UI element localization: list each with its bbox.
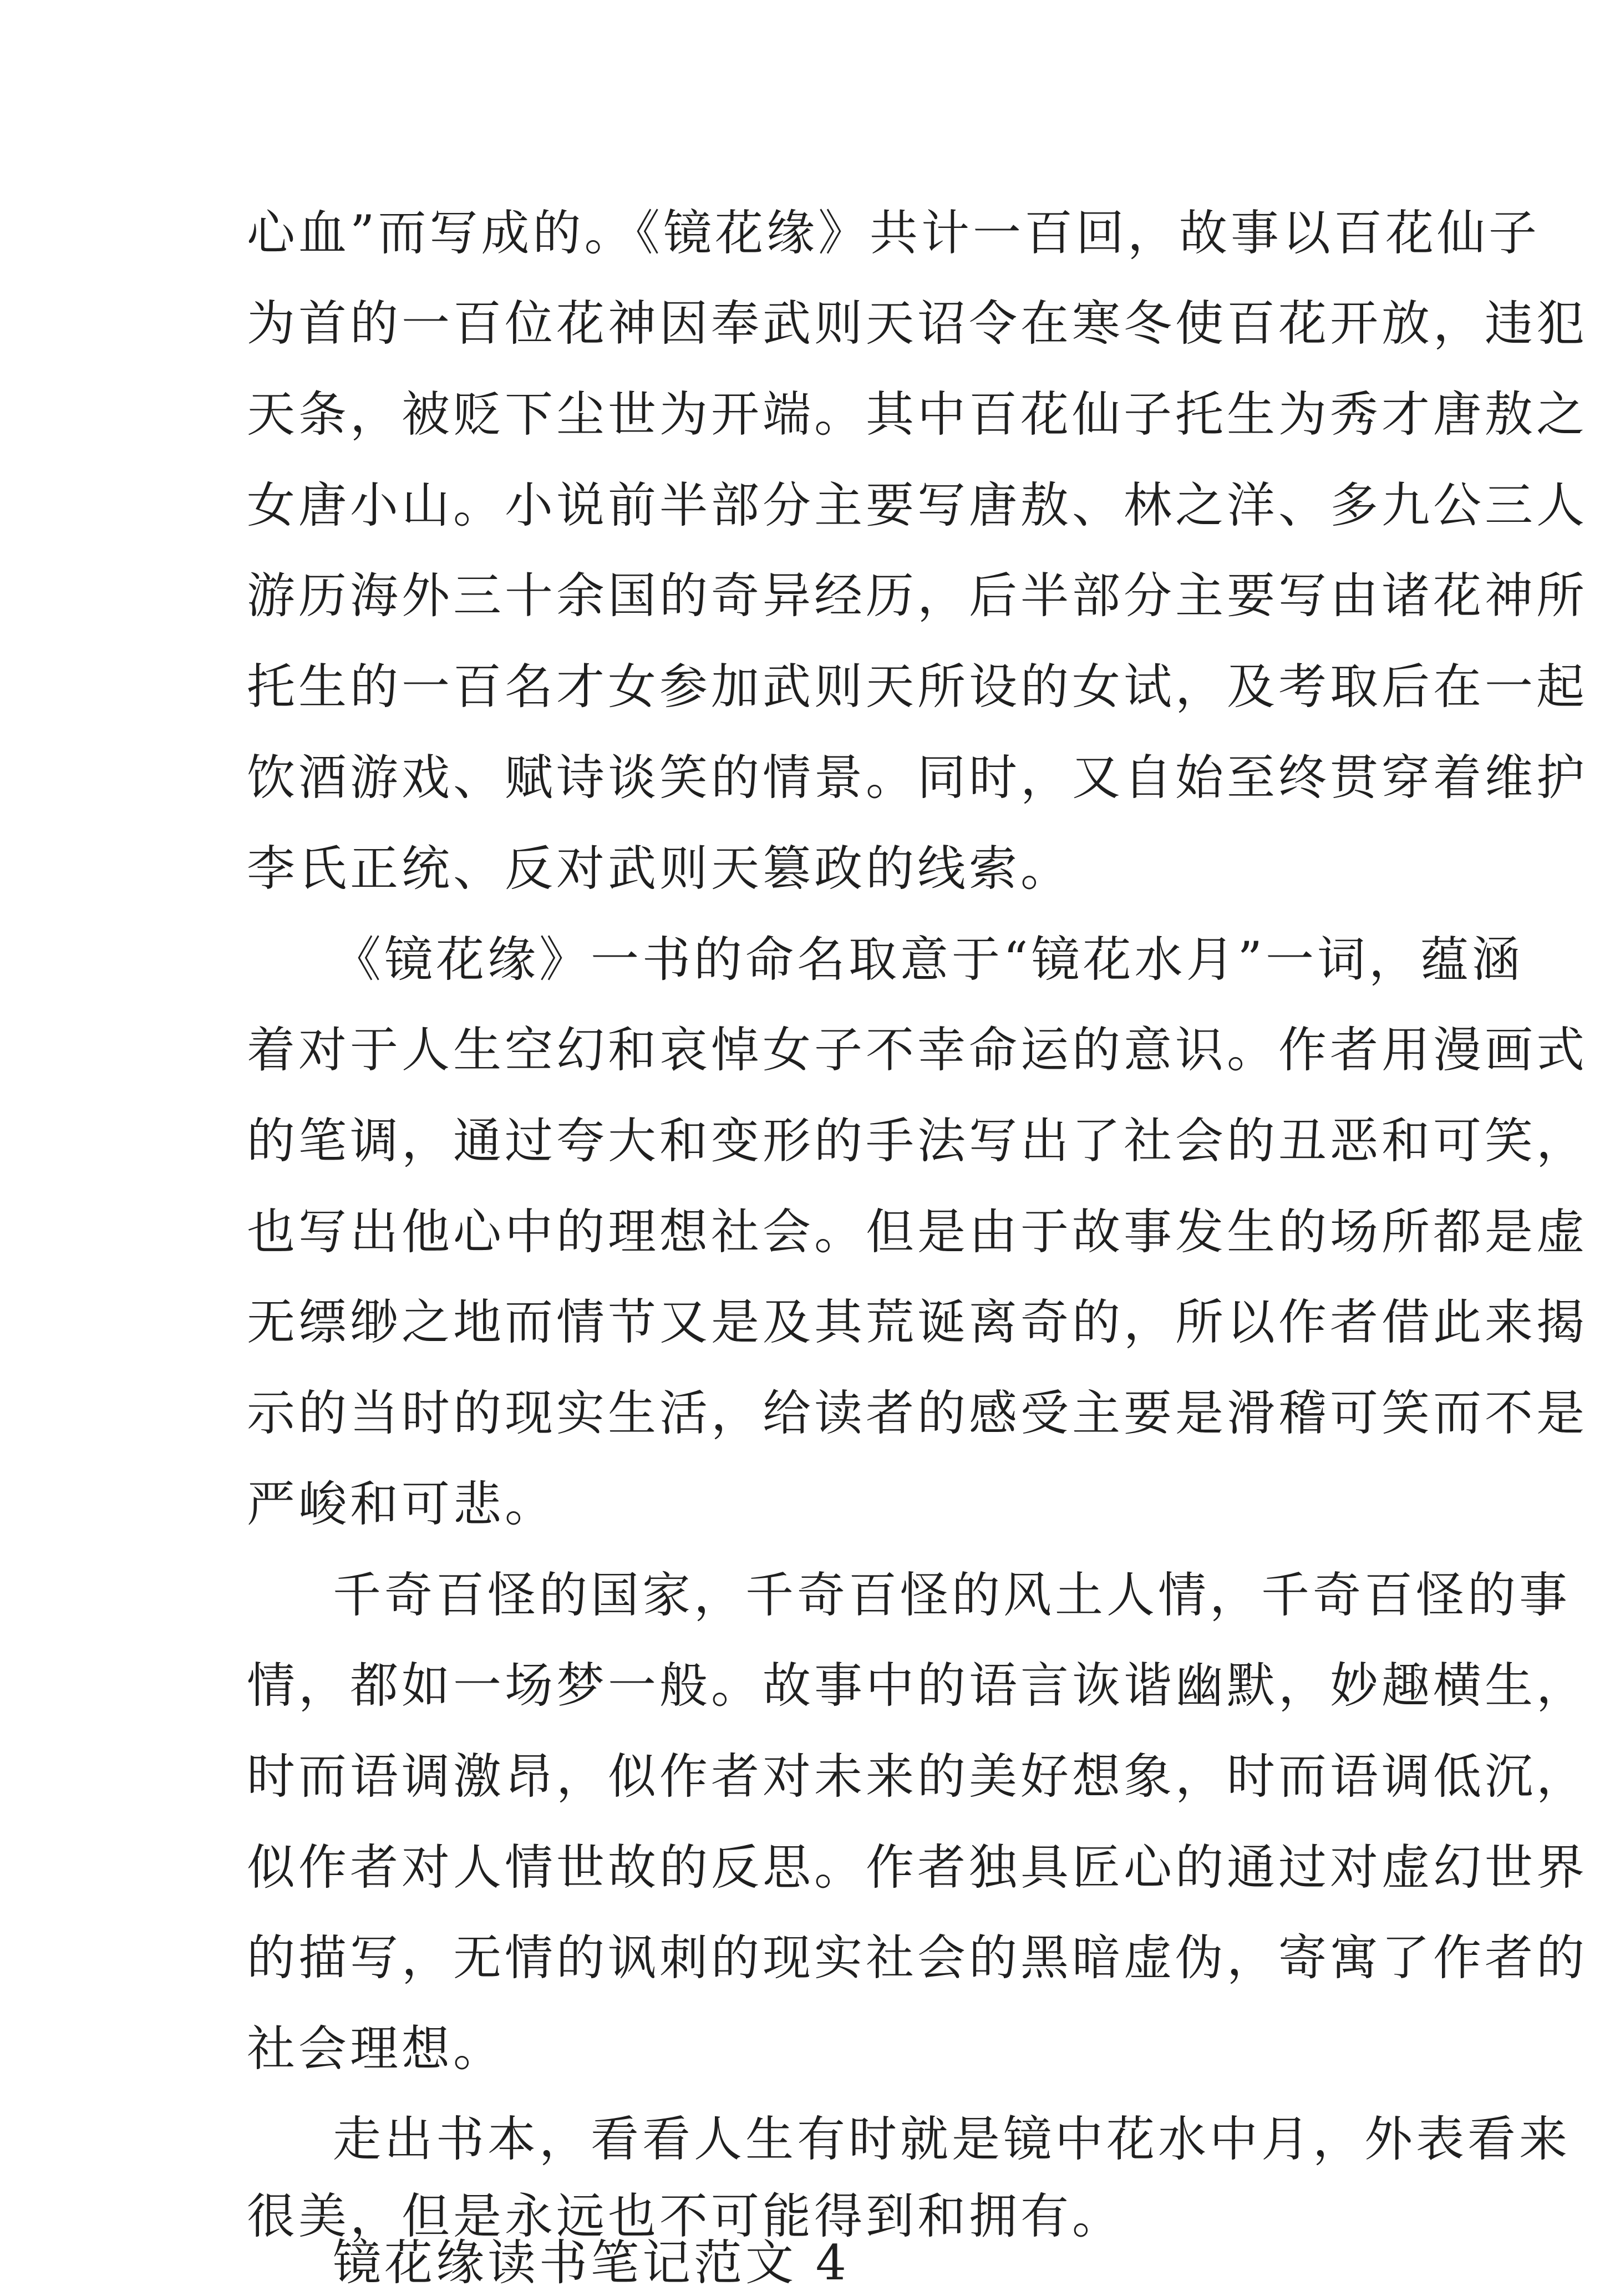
- text-line: 很美，但是永远也不可能得到和拥有。: [247, 2188, 1124, 2244]
- paragraph-start-line: 《镜花缘》一书的命名取意于“镜花水月”一词，蕴涵: [333, 931, 1523, 988]
- text-line: 严峻和可悲。: [247, 1476, 556, 1532]
- text-line: 社会理想。: [247, 2020, 505, 2077]
- text-line: 游历海外三十余国的奇异经历，后半部分主要写由诸花神所: [247, 567, 1588, 624]
- text-line: 示的当时的现实生活，给读者的感受主要是滑稽可笑而不是: [247, 1385, 1588, 1441]
- text-line: 时而语调激昂，似作者对未来的美好想象，时而语调低沉，: [247, 1748, 1588, 1805]
- text-line: 心血”而写成的。《镜花缘》共计一百回，故事以百花仙子: [247, 205, 1540, 261]
- text-line: 天条，被贬下尘世为开端。其中百花仙子托生为秀才唐敖之: [247, 386, 1588, 443]
- text-line: 的描写，无情的讽刺的现实社会的黑暗虚伪，寄寓了作者的: [247, 1929, 1588, 1986]
- text-line: 无缥缈之地而情节又是及其荒诞离奇的，所以作者借此来揭: [247, 1294, 1588, 1350]
- text-line: 的笔调，通过夸大和变形的手法写出了社会的丑恶和可笑，: [247, 1113, 1588, 1169]
- text-line: 似作者对人情世故的反思。作者独具匠心的通过对虚幻世界: [247, 1839, 1588, 1896]
- text-line: 托生的一百名才女参加武则天所设的女试，及考取后在一起: [247, 658, 1588, 715]
- text-line: 情，都如一场梦一般。故事中的语言诙谐幽默，妙趣横生，: [247, 1657, 1588, 1714]
- text-line: 饮酒游戏、赋诗谈笑的情景。同时，又自始至终贯穿着维护: [247, 749, 1588, 806]
- section-heading: 镜花缘读书笔记范文 4: [333, 2234, 850, 2291]
- text-line: 女唐小山。小说前半部分主要写唐敖、林之洋、多九公三人: [247, 477, 1588, 534]
- paragraph-start-line: 走出书本，看看人生有时就是镜中花水中月，外表看来: [333, 2111, 1571, 2167]
- text-line: 李氏正统、反对武则天篡政的线索。: [247, 840, 1072, 897]
- text-line: 为首的一百位花神因奉武则天诏令在寒冬使百花开放，违犯: [247, 295, 1588, 352]
- text-line: 着对于人生空幻和哀悼女子不幸命运的意识。作者用漫画式: [247, 1022, 1588, 1078]
- text-line: 也写出他心中的理想社会。但是由于故事发生的场所都是虚: [247, 1203, 1588, 1260]
- paragraph-start-line: 千奇百怪的国家，千奇百怪的风土人情，千奇百怪的事: [333, 1567, 1571, 1623]
